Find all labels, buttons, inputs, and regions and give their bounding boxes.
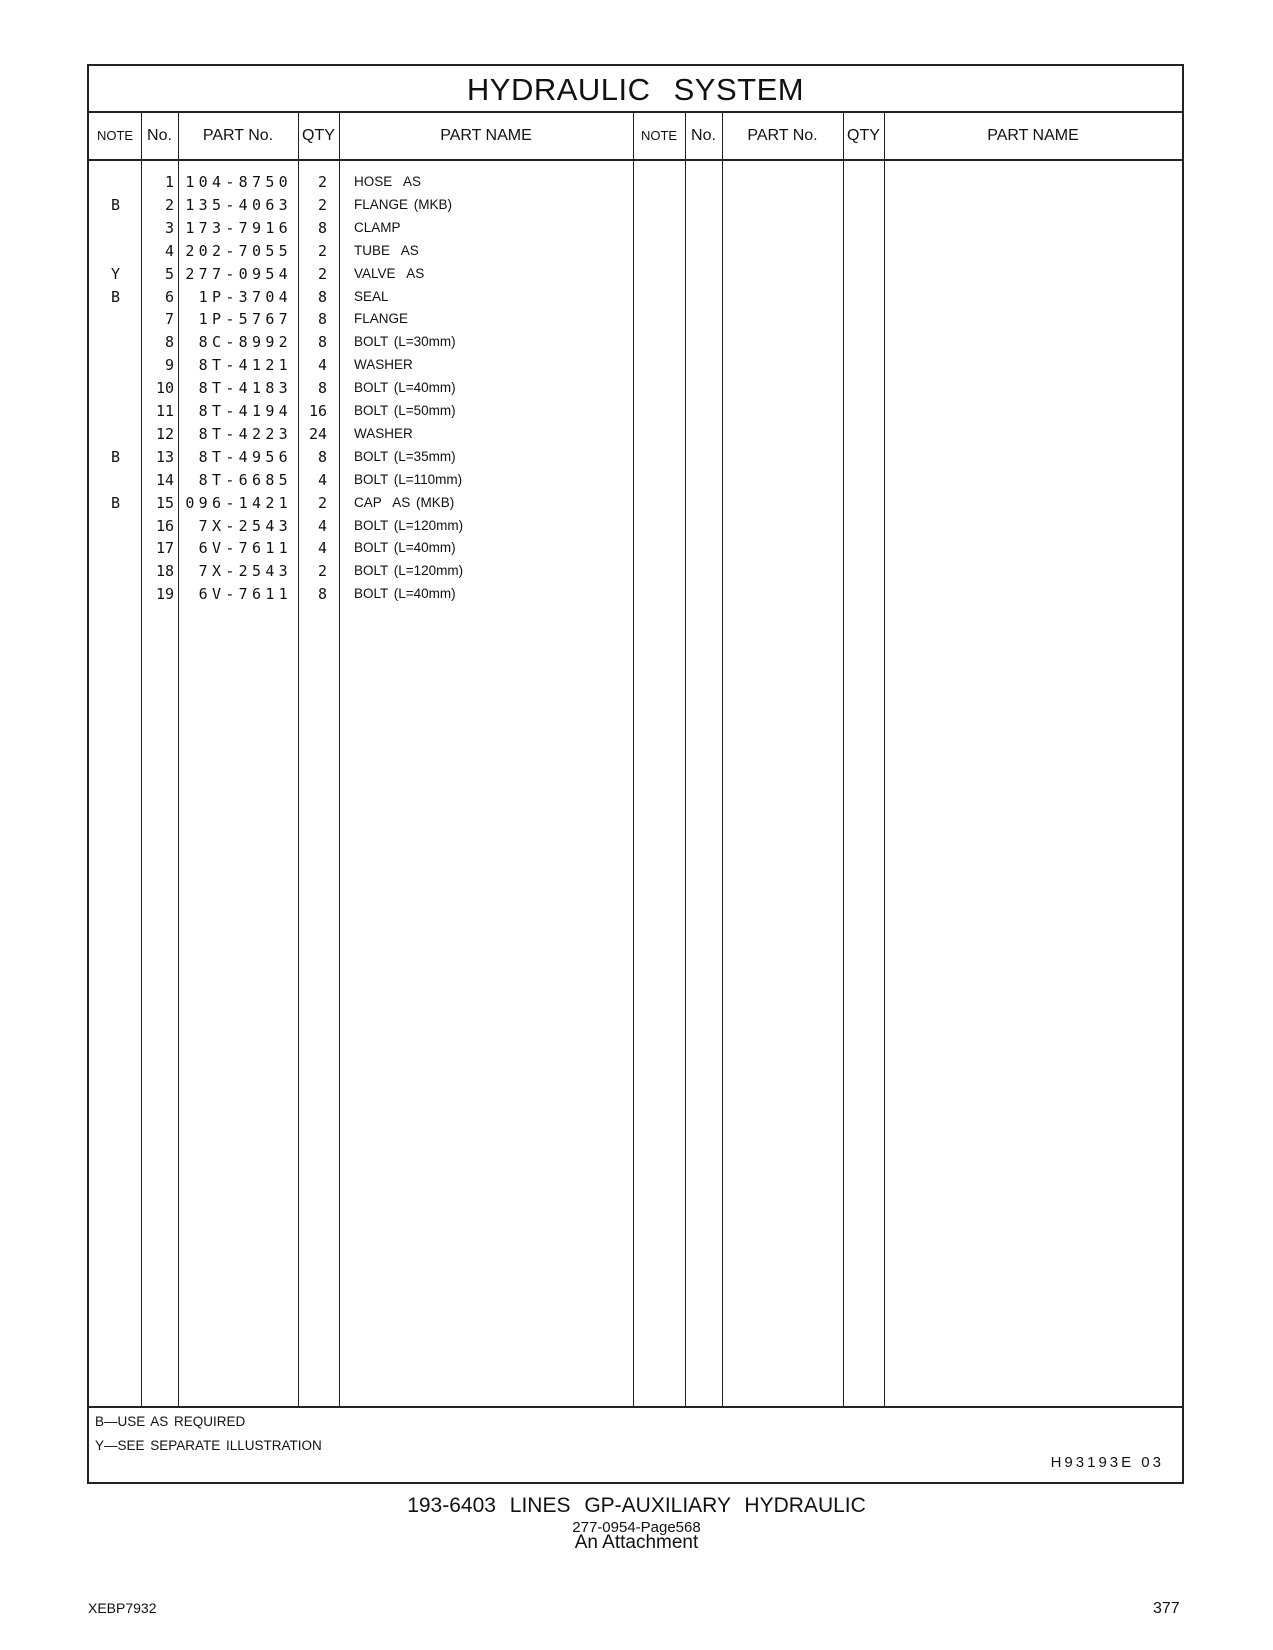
caption-subtitle: 277-0954-Page568	[572, 1519, 701, 1536]
part-number: 096-1421	[185, 493, 292, 512]
notes-box	[89, 1406, 1182, 1482]
part-item-number: 5	[164, 264, 174, 283]
part-note: B	[110, 195, 121, 214]
part-number: 1P-3704	[198, 287, 292, 306]
part-name: BOLT (L=40mm)	[354, 540, 456, 556]
part-item-number: 15	[155, 493, 174, 512]
part-quantity: 8	[317, 287, 327, 306]
header-qty-right: QTY	[847, 127, 880, 144]
part-number: 6V-7611	[198, 585, 292, 604]
header-note: NOTE	[96, 128, 134, 143]
part-item-number: 4	[164, 241, 174, 260]
figure-code: H93193E 03	[1050, 1454, 1164, 1471]
part-item-number: 8	[164, 333, 174, 352]
part-name: WASHER	[354, 425, 413, 441]
table-row	[89, 469, 1182, 492]
part-quantity: 8	[317, 333, 327, 352]
table-row	[89, 400, 1182, 423]
part-number: 8T-4956	[198, 447, 292, 466]
part-name: BOLT (L=50mm)	[354, 403, 456, 418]
part-quantity: 2	[317, 264, 327, 283]
part-number: 104-8750	[185, 173, 292, 191]
page-title: HYDRAULIC SYSTEM	[89, 66, 1182, 113]
part-name: BOLT (L=120mm)	[354, 517, 464, 533]
part-name: SEAL	[354, 288, 389, 304]
table-row	[89, 423, 1182, 446]
part-number: 8T-6685	[198, 470, 292, 489]
part-name: BOLT (L=30mm)	[354, 334, 456, 350]
table-row	[89, 377, 1182, 400]
part-note: B	[110, 287, 121, 306]
part-quantity: 2	[317, 562, 327, 581]
page-number: 377	[1153, 1600, 1180, 1617]
part-name: WASHER	[354, 357, 413, 373]
part-name: TUBE AS	[354, 242, 419, 258]
part-number: 173-7916	[185, 218, 292, 237]
part-item-number: 1	[164, 173, 174, 191]
part-note: Y	[110, 264, 121, 283]
part-quantity: 2	[317, 493, 327, 512]
table-row	[89, 354, 1182, 377]
part-quantity: 4	[317, 539, 327, 558]
part-number: 135-4063	[185, 195, 292, 214]
part-item-number: 11	[155, 402, 174, 420]
part-quantity: 8	[317, 379, 327, 398]
part-item-number: 17	[155, 539, 174, 558]
header-part-no: PART No.	[202, 127, 274, 144]
part-number: 7X-2543	[198, 562, 292, 581]
part-quantity: 2	[317, 195, 327, 214]
caption-title: 193-6403 LINES GP-AUXILIARY HYDRAULIC	[407, 1494, 866, 1517]
part-number: 8T-4223	[198, 424, 292, 443]
part-item-number: 16	[155, 516, 174, 535]
table-row	[89, 446, 1182, 469]
part-name: HOSE AS	[354, 174, 422, 189]
part-quantity: 4	[317, 516, 327, 535]
part-item-number: 10	[155, 379, 174, 398]
part-number: 8C-8992	[198, 333, 292, 352]
part-name: CLAMP	[354, 219, 401, 235]
table-row	[89, 240, 1182, 263]
part-name: FLANGE (MKB)	[354, 196, 453, 212]
table-row	[89, 492, 1182, 515]
part-name: CAP AS (MKB)	[354, 494, 455, 510]
part-name: BOLT (L=35mm)	[354, 448, 456, 464]
part-number: 8T-4121	[198, 356, 292, 375]
part-number: 8T-4183	[198, 379, 292, 398]
header-part-name: PART NAME	[440, 127, 532, 144]
part-item-number: 19	[155, 585, 174, 604]
table-row	[89, 560, 1182, 583]
part-quantity: 16	[308, 402, 327, 420]
part-quantity: 8	[317, 310, 327, 329]
part-name: FLANGE	[354, 311, 409, 327]
table-row	[89, 286, 1182, 309]
part-item-number: 13	[155, 447, 174, 466]
table-row	[89, 308, 1182, 331]
note-b-legend: B—USE AS REQUIRED	[95, 1414, 246, 1429]
part-name: BOLT (L=40mm)	[354, 380, 456, 396]
table-row	[89, 171, 1182, 194]
part-item-number: 7	[164, 310, 174, 329]
header-note-right: NOTE	[640, 128, 678, 143]
document-id: XEBP7932	[88, 1600, 157, 1616]
part-item-number: 6	[164, 287, 174, 306]
part-quantity: 2	[317, 241, 327, 260]
part-number: 7X-2543	[198, 516, 292, 535]
part-number: 8T-4194	[198, 402, 292, 420]
part-number: 202-7055	[185, 241, 292, 260]
part-quantity: 8	[317, 585, 327, 604]
part-name: BOLT (L=110mm)	[354, 471, 463, 487]
part-number: 1P-5767	[198, 310, 292, 329]
part-number: 6V-7611	[198, 539, 292, 558]
part-note: B	[110, 493, 121, 512]
part-name: BOLT (L=120mm)	[354, 563, 464, 579]
part-quantity: 8	[317, 447, 327, 466]
part-item-number: 9	[164, 356, 174, 375]
part-item-number: 3	[164, 218, 174, 237]
part-quantity: 4	[317, 470, 327, 489]
part-number: 277-0954	[185, 264, 292, 283]
table-row	[89, 194, 1182, 217]
table-row	[89, 263, 1182, 286]
part-item-number: 14	[155, 470, 174, 489]
header-qty: QTY	[302, 127, 335, 144]
table-row	[89, 331, 1182, 354]
part-item-number: 2	[164, 195, 174, 214]
part-item-number: 12	[155, 424, 174, 443]
header-no: No.	[147, 127, 172, 144]
part-name: VALVE AS	[354, 265, 425, 281]
note-y-legend: Y—SEE SEPARATE ILLUSTRATION	[95, 1438, 322, 1453]
table-row	[89, 217, 1182, 240]
table-header	[89, 113, 1182, 161]
header-part-name-right: PART NAME	[987, 127, 1079, 144]
table-row	[89, 583, 1182, 606]
part-quantity: 8	[317, 218, 327, 237]
table-row	[89, 537, 1182, 560]
part-quantity: 2	[317, 173, 327, 191]
header-no-right: No.	[691, 127, 716, 144]
parts-list-frame	[87, 64, 1184, 1484]
part-note: B	[110, 447, 121, 466]
part-name: BOLT (L=40mm)	[354, 586, 456, 602]
caption-note: An Attachment	[574, 1532, 699, 1553]
part-quantity: 4	[317, 356, 327, 375]
part-item-number: 18	[155, 562, 174, 581]
table-row	[89, 515, 1182, 538]
part-quantity: 24	[308, 424, 327, 443]
header-part-no-right: PART No.	[747, 127, 818, 144]
